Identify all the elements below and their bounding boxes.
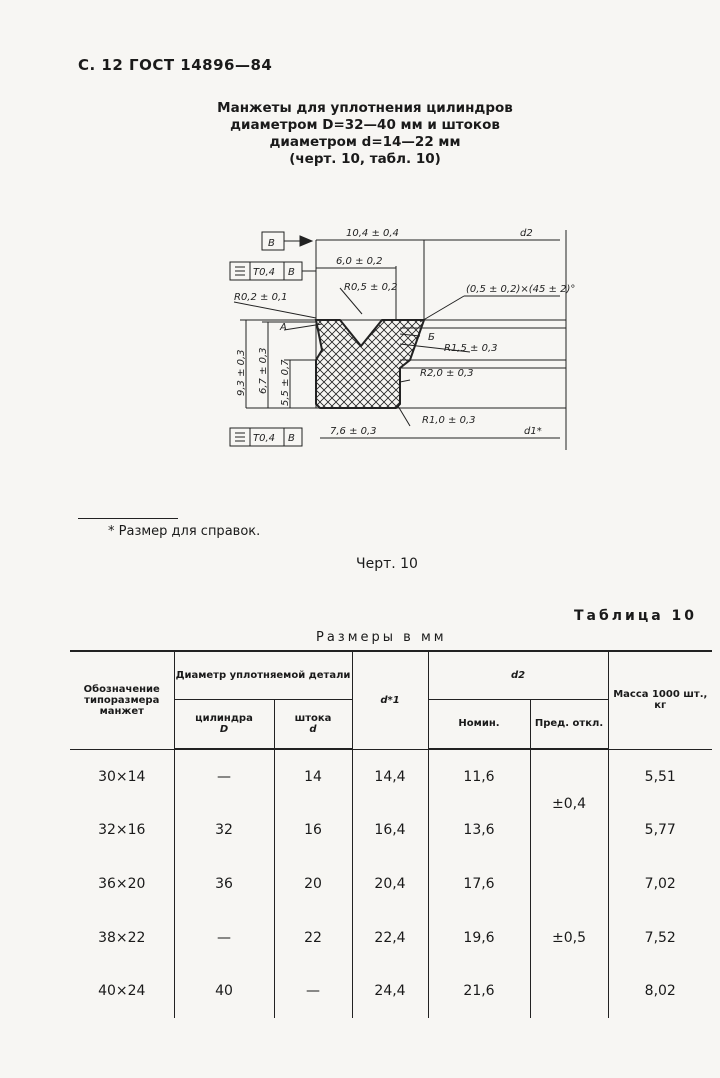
header-cylinder-label: цилиндра bbox=[195, 712, 253, 724]
header-cylinder-symbol: D bbox=[219, 723, 229, 735]
tol-bottom-datum: B bbox=[288, 433, 295, 444]
cell-cylinder: — bbox=[174, 911, 274, 965]
section-title bbox=[200, 100, 530, 168]
cell-designation: 40×24 bbox=[70, 964, 174, 1018]
dim-r05: R0,5 ± 0,2 bbox=[344, 282, 398, 293]
dim-d2: d2 bbox=[520, 228, 533, 239]
cell-d1: 24,4 bbox=[352, 964, 428, 1018]
cell-designation: 30×14 bbox=[70, 749, 174, 804]
title-line-4: (черт. 10, табл. 10) bbox=[289, 151, 441, 167]
title-line-3: диаметром d=14—22 мм bbox=[269, 134, 461, 150]
technical-drawing bbox=[0, 210, 720, 460]
cell-rod: — bbox=[274, 964, 352, 1018]
header-seal-diameter: Диаметр уплотняемой детали bbox=[174, 651, 352, 699]
cell-mass: 5,77 bbox=[608, 804, 712, 858]
cell-designation: 32×16 bbox=[70, 804, 174, 858]
page-header: С. 12 ГОСТ 14896—84 bbox=[78, 56, 273, 74]
cell-tolerance-group-2: ±0,5 bbox=[530, 857, 608, 1018]
header-designation: Обозначение типоразмера манжет bbox=[70, 651, 174, 749]
header-cylinder bbox=[174, 699, 274, 749]
datum-b-label: B bbox=[268, 238, 275, 249]
dim-h67: 6,7 ± 0,3 bbox=[258, 347, 269, 394]
table-row bbox=[70, 804, 712, 858]
cell-d1: 16,4 bbox=[352, 804, 428, 858]
dimensions-table bbox=[70, 650, 712, 1018]
drawing-caption: Черт. 10 bbox=[356, 556, 418, 572]
cell-d1: 22,4 bbox=[352, 911, 428, 965]
cell-d2-nominal: 17,6 bbox=[428, 857, 530, 911]
header-nominal: Номин. bbox=[428, 699, 530, 749]
tol-top-datum: B bbox=[288, 267, 295, 278]
footnote-rule bbox=[78, 518, 178, 519]
dim-width-bottom: 7,6 ± 0,3 bbox=[330, 426, 377, 437]
table-row bbox=[70, 964, 712, 1018]
dim-d1: d1* bbox=[524, 426, 542, 437]
dim-height: 9,3 ± 0,3 bbox=[236, 349, 247, 396]
cell-cylinder: 32 bbox=[174, 804, 274, 858]
header-mass: Масса 1000 шт., кг bbox=[608, 651, 712, 749]
table-row bbox=[70, 857, 712, 911]
cell-designation: 38×22 bbox=[70, 911, 174, 965]
tol-top-value: T0,4 bbox=[253, 267, 276, 278]
dim-h55: 5,5 ± 0,7 bbox=[280, 359, 291, 406]
header-rod-symbol: d bbox=[309, 723, 317, 735]
cell-tolerance-group-1: ±0,4 bbox=[530, 749, 608, 857]
header-d1: d*1 bbox=[352, 651, 428, 749]
footnote: * Размер для справок. bbox=[108, 524, 261, 539]
dim-chamfer: (0,5 ± 0,2)×(45 ± 2)° bbox=[466, 284, 576, 295]
units-label: Размеры в мм bbox=[316, 630, 447, 645]
cell-rod: 16 bbox=[274, 804, 352, 858]
cell-mass: 7,02 bbox=[608, 857, 712, 911]
cell-rod: 22 bbox=[274, 911, 352, 965]
cell-rod: 20 bbox=[274, 857, 352, 911]
title-line-1: Манжеты для уплотнения цилиндров bbox=[217, 100, 513, 116]
cell-mass: 7,52 bbox=[608, 911, 712, 965]
cell-d2-nominal: 19,6 bbox=[428, 911, 530, 965]
header-rod-label: штока bbox=[294, 712, 332, 724]
label-b: Б bbox=[428, 332, 435, 343]
dim-width-total: 10,4 ± 0,4 bbox=[346, 228, 399, 239]
cell-d1: 14,4 bbox=[352, 749, 428, 804]
header-rod bbox=[274, 699, 352, 749]
dim-r15: R1,5 ± 0,3 bbox=[444, 343, 498, 354]
cell-cylinder: 36 bbox=[174, 857, 274, 911]
dim-width-top: 6,0 ± 0,2 bbox=[336, 256, 383, 267]
title-line-2: диаметром D=32—40 мм и штоков bbox=[230, 117, 500, 133]
table-row bbox=[70, 911, 712, 965]
cell-d2-nominal: 21,6 bbox=[428, 964, 530, 1018]
cell-cylinder: — bbox=[174, 749, 274, 804]
table-label: Таблица 10 bbox=[574, 608, 698, 624]
cell-designation: 36×20 bbox=[70, 857, 174, 911]
cell-mass: 8,02 bbox=[608, 964, 712, 1018]
dim-r02: R0,2 ± 0,1 bbox=[234, 292, 288, 303]
cell-d1: 20,4 bbox=[352, 857, 428, 911]
table-row bbox=[70, 749, 712, 804]
cell-mass: 5,51 bbox=[608, 749, 712, 804]
label-a: A bbox=[280, 322, 287, 333]
cell-d2-nominal: 11,6 bbox=[428, 749, 530, 804]
cell-cylinder: 40 bbox=[174, 964, 274, 1018]
tol-bottom-value: T0,4 bbox=[253, 433, 276, 444]
header-d2: d2 bbox=[428, 651, 608, 699]
dim-r10: R1,0 ± 0,3 bbox=[422, 415, 476, 426]
header-tolerance: Пред. откл. bbox=[530, 699, 608, 749]
cell-d2-nominal: 13,6 bbox=[428, 804, 530, 858]
dim-r20: R2,0 ± 0,3 bbox=[420, 368, 474, 379]
cell-rod: 14 bbox=[274, 749, 352, 804]
